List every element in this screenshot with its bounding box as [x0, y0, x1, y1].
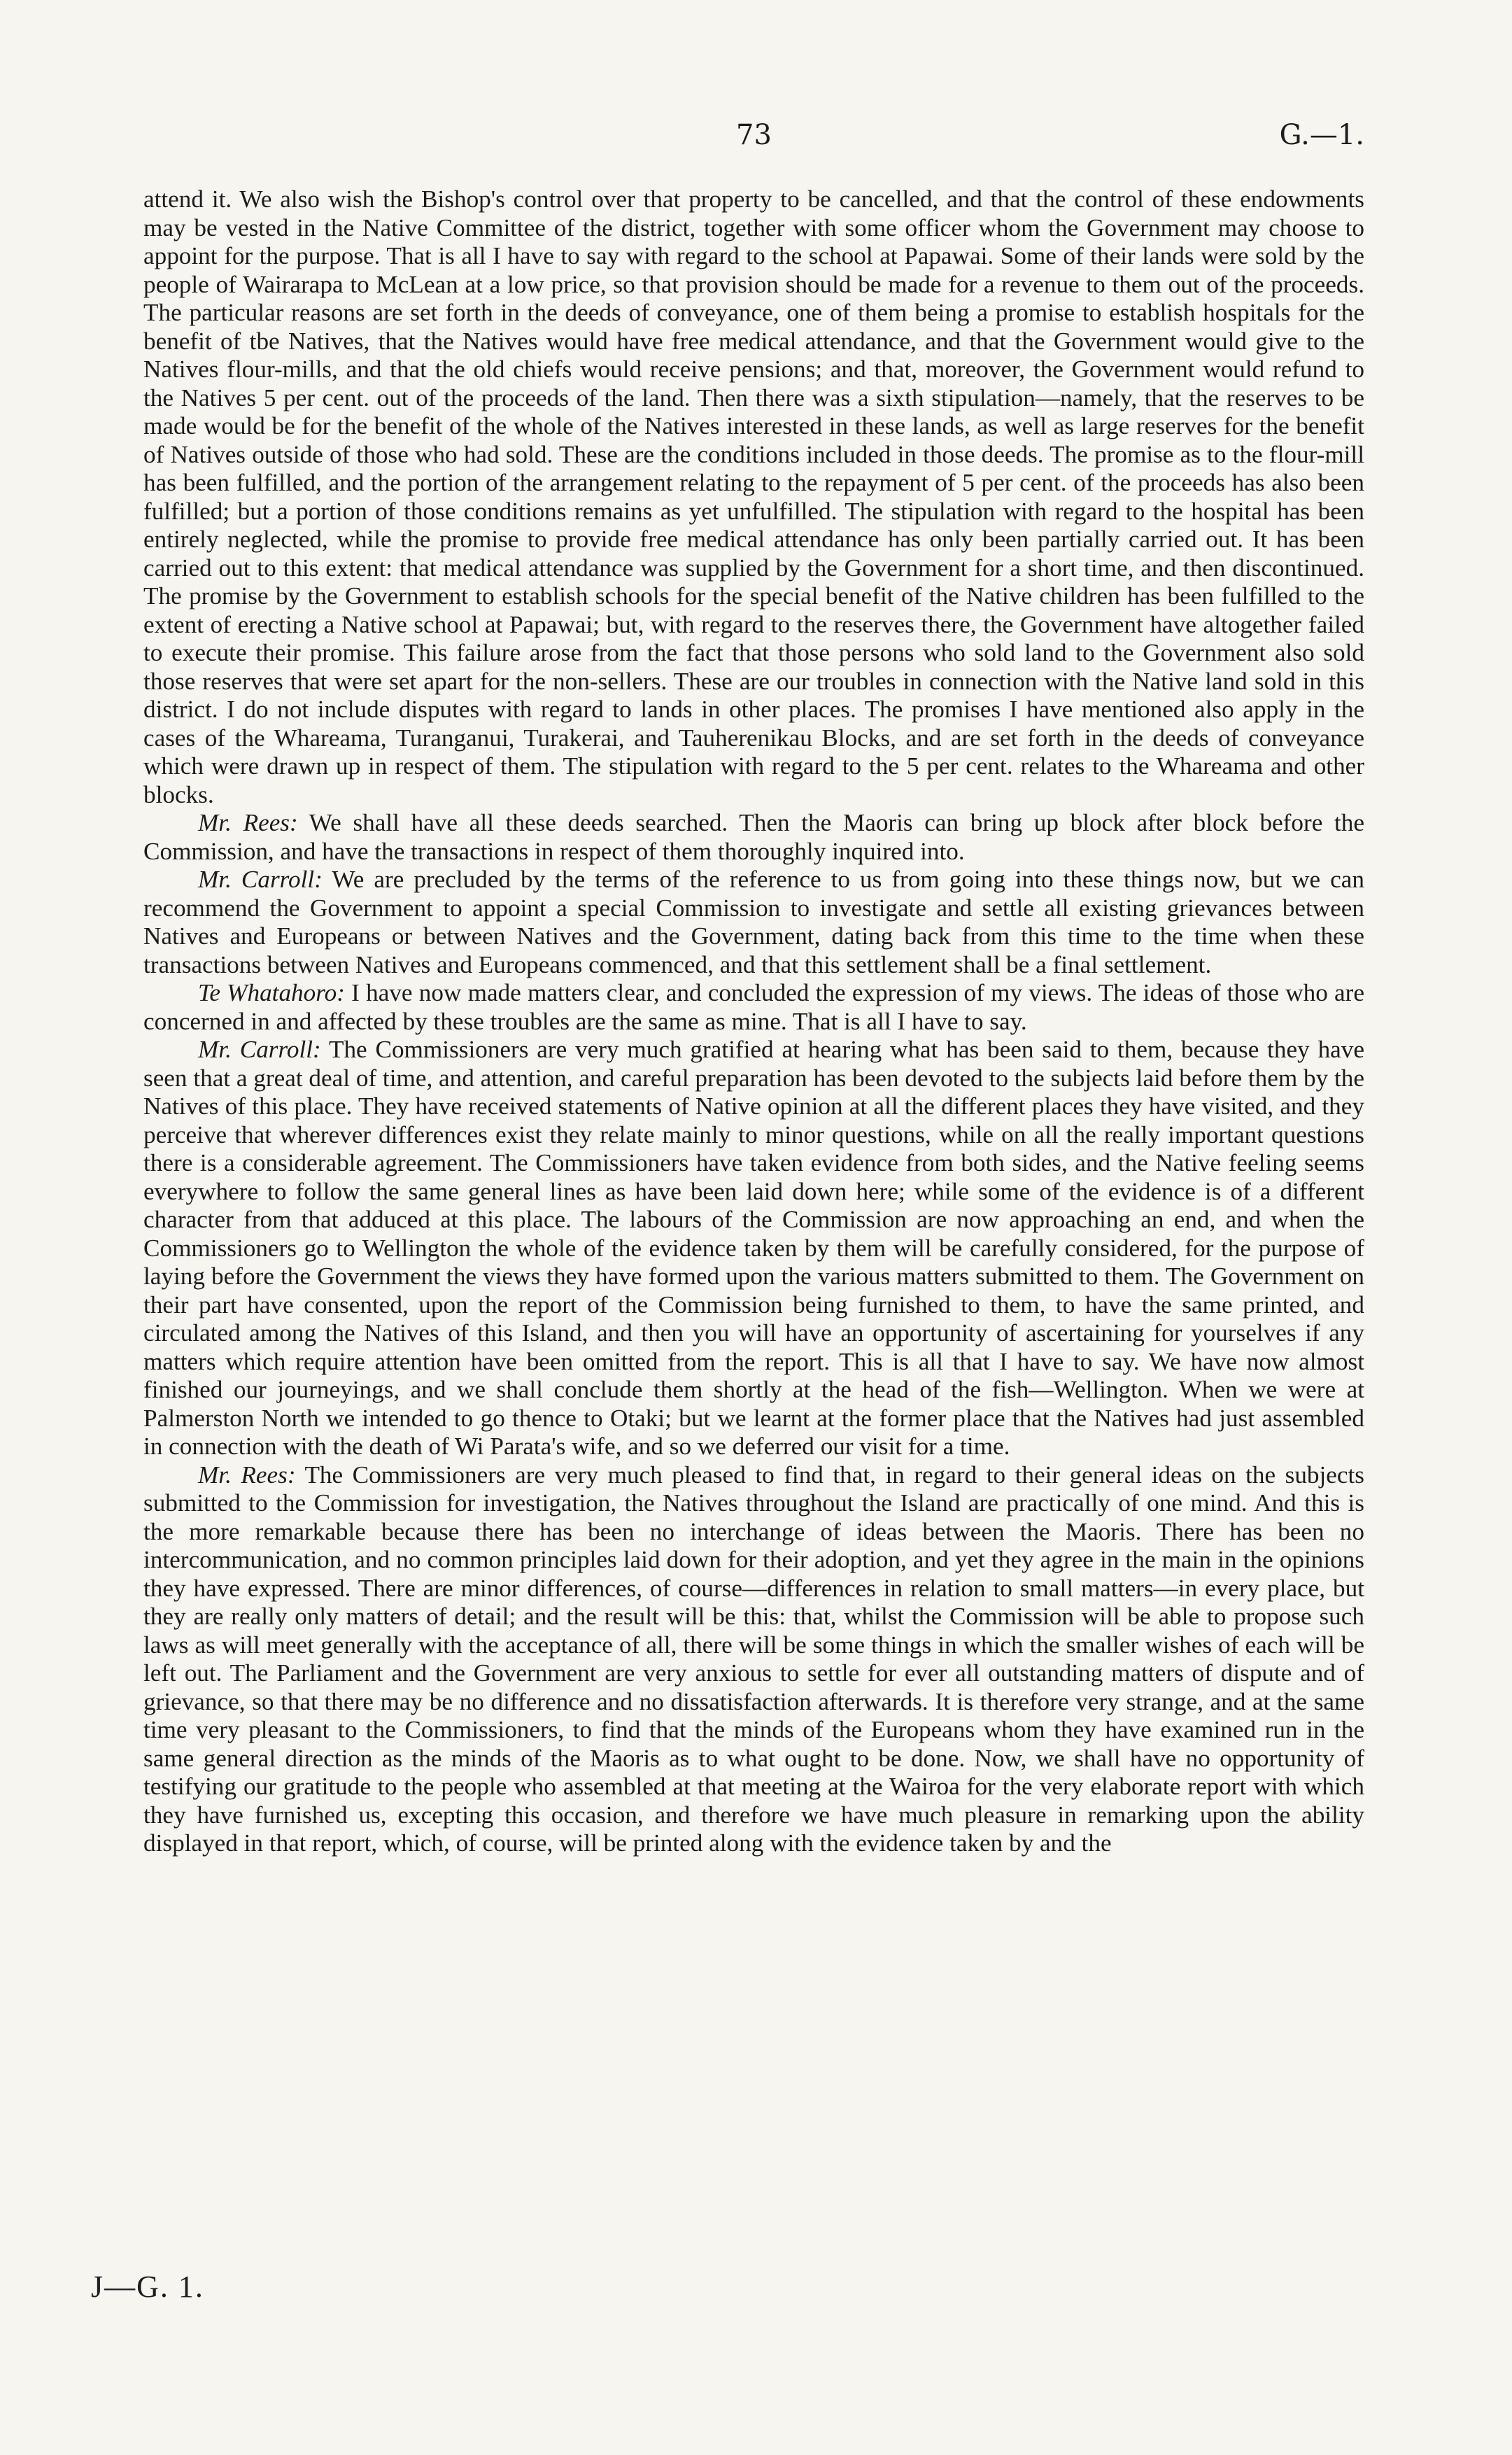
speaker-name: Mr. Rees: [198, 809, 298, 836]
paragraph [143, 1461, 1364, 1858]
paragraph-text: We are precluded by the terms of the reference to us from going into these things now, but we can recommend the Government to appoint a special Commission to investigate and settle all existing grievances between Natives and Europeans or between Natives and the Government, dating back from this time to the time when these transactions between Natives and Europeans commenced, and that this settlement shall be a final settlement. [143, 866, 1364, 978]
paragraph-text: attend it. We also wish the Bishop's control over that property to be cancelled, and that the control of these endowments may be vested in the Native Committee of the district, together with some officer whom the Government may choose to appoint for the purpose. That is all I have to say with regard to the school at Papawai. Some of their lands were sold by the people of Wairarapa to McLean at a low price, so that provision should be made for a revenue to them out of the proceeds. The particular reasons are set forth in the deeds of conveyance, one of them being a promise to establish hospitals for the benefit of tbe Natives, that the Natives would have free medical attendance, and that the Government would give to the Natives flour-mills, and that the old chiefs would receive pensions; and that, moreover, the Government would refund to the Natives 5 per cent. out of the proceeds of the land. Then there was a sixth stipulation—namely, that the reserves to be made would be for the benefit of the whole of the Natives interested in these lands, as well as large reserves for the benefit of Natives outside of those who had sold. These are the conditions included in those deeds. The promise as to the flour-mill has been fulfilled, and the portion of the arrangement relating to the repayment of 5 per cent. of the proceeds has also been fulfilled; but a portion of those conditions remains as yet unfulfilled. The stipulation with regard to the hospital has been entirely neglected, while the promise to provide free medical attendance has only been partially carried out. It has been carried out to this extent: that medical attendance was supplied by the Government for a short time, and then discontinued. The promise by the Government to establish schools for the special benefit of the Native children has been fulfilled to the extent of erecting a Native school at Papawai; but, with regard to the reserves there, the Government have altogether failed to execute their promise. This failure arose from the fact that those persons who sold land to the Government also sold those reserves that were set apart for the non-sellers. These are our troubles in connection with the Native land sold in this district. I do not include disputes with regard to lands in other places. The promises I have mentioned also apply in the cases of the Whareama, Turanganui, Turakerai, and Tauherenikau Blocks, and are set forth in the deeds of conveyance which were drawn up in respect of them. The stipulation with regard to the 5 per cent. relates to the Whareama and other blocks. [143, 185, 1364, 808]
document-reference: G.—1. [1279, 119, 1364, 151]
body-text [143, 185, 1364, 1858]
speaker-name: Mr. Rees: [198, 1461, 296, 1489]
sheet-signature: J—G. 1. [91, 2270, 204, 2304]
paragraph-text: The Commissioners are very much gratified at hearing what has been said to them, because they have seen that a great deal of time, and attention, and careful preparation has been devoted to the subjects laid before them by the Natives of this place. They have received statements of Native opinion at all the different places they have visited, and they perceive that wherever differences exist they relate mainly to minor questions, while on all the really important questions there is a considerable agreement. The Commissioners have taken evidence from both sides, and the Native feeling seems everywhere to follow the same general lines as have been laid down here; while some of the evidence is of a different character from that adduced at this place. The labours of the Commission are now approaching an end, and when the Commissioners go to Wellington the whole of the evidence taken by them will be carefully considered, for the purpose of laying before the Government the views they have formed upon the various matters submitted to them. The Government on their part have consented, upon the report of the Commission being furnished to them, to have the same printed, and circulated among the Natives of this Island, and then you will have an opportunity of ascertaining for yourselves if any matters which require attention have been omitted from the report. This is all that I have to say. We have now almost finished our journeyings, and we shall conclude them shortly at the head of the fish—Wellington. When we were at Palmerston North we intended to go thence to Otaki; but we learnt at the former place that the Natives had just assembled in connection with the death of Wi Parata's wife, and so we deferred our visit for a time. [143, 1036, 1365, 1460]
speaker-name: Mr. Carroll: [198, 1036, 321, 1063]
paragraph-text: I have now made matters clear, and concluded the expression of my views. The ideas of those who are concerned in and affected by these troubles are the same as mine. That is all I have to say. [143, 979, 1364, 1035]
paragraph-text: We shall have all these deeds searched. Then the Maoris can bring up block after block before the Commission, and have the transactions in respect of them thoroughly inquired into. [143, 809, 1364, 865]
speaker-name: Mr. Carroll: [198, 866, 323, 893]
page-header [143, 119, 1364, 161]
paragraph [143, 1036, 1364, 1461]
paragraph-text: The Commissioners are very much pleased to find that, in regard to their general ideas on the subjects submitted to the Commission for investigation, the Natives throughout the Island are practically of one mind. And this is the more remarkable because there has been no interchange of ideas between the Maoris. There has been no intercommunication, and no common principles laid down for their adoption, and yet they agree in the main in the opinions they have expressed. There are minor differences, of course—differences in relation to small matters—in every place, but they are really only matters of detail; and the result will be this: that, whilst the Commission will be able to propose such laws as will meet generally with the acceptance of all, there will be some things in which the smaller wishes of each will be left out. The Parliament and the Government are very anxious to settle for ever all outstanding matters of dispute and of grievance, so that there may be no difference and no dissatisfaction afterwards. It is therefore very strange, and at the same time very pleasant to the Commissioners, to find that the minds of the Europeans whom they have examined run in the same general direction as the minds of the Maoris as to what ought to be done. Now, we shall have no opportunity of testifying our gratitude to the people who assembled at that meeting at the Wairoa for the very elaborate report with which they have furnished us, excepting this occasion, and therefore we have much pleasure in remarking upon the ability displayed in that report, which, of course, will be printed along with the evidence taken by and the [143, 1461, 1364, 1857]
paragraph [143, 809, 1364, 866]
speaker-name: Te Whatahoro: [198, 979, 345, 1006]
paragraph [143, 185, 1364, 809]
paragraph [143, 866, 1364, 979]
page-number: 73 [736, 119, 772, 151]
paragraph [143, 979, 1364, 1036]
